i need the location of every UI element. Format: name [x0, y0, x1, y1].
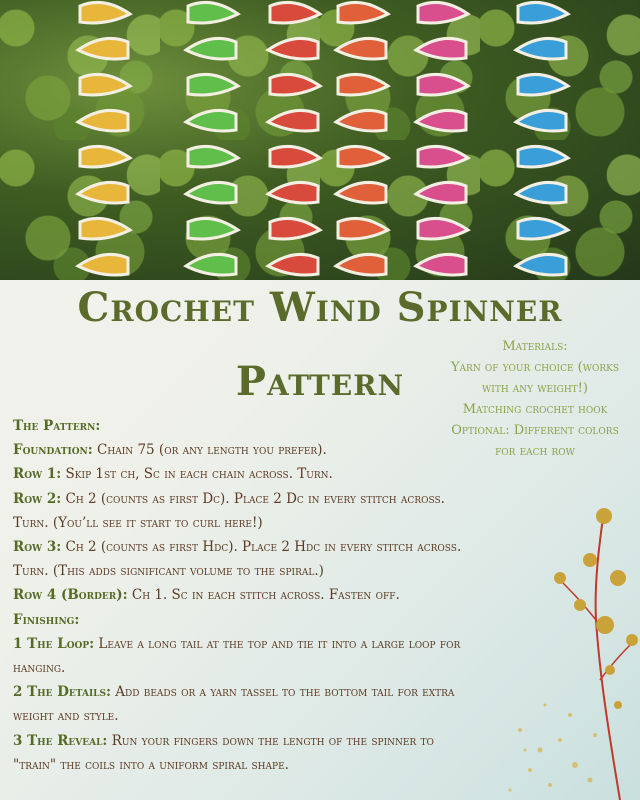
spiral-coil — [336, 110, 386, 131]
spiral-coil — [416, 182, 466, 203]
row3-continuation: Turn. (This adds significant volume to the spiral.) — [13, 563, 324, 580]
spiral-coil — [80, 74, 130, 95]
step3-text: Run your fingers down the length of the spinner to — [107, 732, 434, 749]
pattern-heading: The Pattern: — [13, 418, 101, 434]
spiral-coil — [188, 146, 238, 167]
spiral-coil — [270, 74, 320, 95]
row1-label: Row 1: — [13, 466, 62, 483]
spiral-red — [330, 0, 394, 280]
spiral-coil — [518, 146, 568, 167]
spiral-coil — [518, 2, 568, 23]
spiral-coil — [186, 254, 236, 275]
step2-text: Add beads or a yarn tassel to the bottom tail for extra — [110, 684, 455, 701]
spiral-coil — [516, 182, 566, 203]
spiral-coil — [416, 110, 466, 131]
spiral-coil — [188, 2, 238, 23]
spiral-blue — [510, 0, 574, 280]
step1-continuation: hanging. — [13, 660, 66, 677]
spiral-coil — [336, 182, 386, 203]
spiral-coil — [518, 74, 568, 95]
spiral-coil — [186, 182, 236, 203]
spiral-coil — [516, 38, 566, 59]
step3-continuation: "train" the coils into a uniform spiral shape. — [13, 756, 289, 773]
spiral-pink — [410, 0, 474, 280]
row4-text: Ch 1. Sc in each stitch across. Fasten off. — [127, 587, 400, 604]
page-title-line1: Crochet Wind Spinner — [77, 284, 563, 331]
spiral-coil — [416, 38, 466, 59]
spiral-coil — [268, 38, 318, 59]
spiral-green — [180, 0, 244, 280]
step2-label: 2 The Details: — [13, 684, 111, 701]
spiral-yellow — [72, 0, 136, 280]
spiral-coil — [338, 146, 388, 167]
spiral-coil — [80, 146, 130, 167]
spiral-coil — [80, 218, 130, 239]
spiral-coil — [518, 218, 568, 239]
spiral-coil — [270, 218, 320, 239]
spiral-coil — [338, 2, 388, 23]
finishing-heading: Finishing: — [13, 611, 80, 628]
spiral-coil — [338, 218, 388, 239]
materials-line: Matching crochet hook — [462, 402, 608, 417]
materials-line: with any weight!) — [482, 381, 588, 396]
step1-text: Leave a long tail at the top and tie it into a large loop for — [94, 635, 461, 652]
row3-label: Row 3: — [13, 539, 62, 556]
spiral-coil — [78, 110, 128, 131]
spiral-coil — [338, 74, 388, 95]
row2-text: Ch 2 (counts as first Dc). Place 2 Dc in every stitch across. — [61, 490, 445, 507]
spiral-coil — [516, 110, 566, 131]
spiral-coil — [336, 254, 386, 275]
spiral-coil — [270, 146, 320, 167]
row1-text: Skip 1st ch, Sc in each chain across. Turn. — [61, 466, 333, 483]
materials-line: for each row — [495, 444, 575, 459]
spiral-coil — [268, 110, 318, 131]
spiral-coil — [418, 218, 468, 239]
hero-photo — [0, 0, 640, 280]
step3-label: 3 The Reveal: — [13, 732, 108, 749]
page-title-line2: Pattern — [235, 358, 405, 405]
foundation-text: Chain 75 (or any length you prefer). — [92, 442, 327, 459]
spiral-coil — [78, 38, 128, 59]
row4-label: Row 4 (Border): — [13, 587, 128, 604]
row2-label: Row 2: — [13, 490, 62, 507]
spiral-coil — [418, 146, 468, 167]
spiral-coil — [270, 2, 320, 23]
foundation-label: Foundation: — [13, 442, 93, 459]
materials-line: Optional: Different colors — [451, 423, 619, 438]
spiral-coil — [80, 2, 130, 23]
step2-continuation: weight and style. — [13, 708, 119, 725]
spiral-coil — [268, 254, 318, 275]
spiral-coil — [268, 182, 318, 203]
materials-heading: Materials: — [502, 339, 568, 354]
spiral-coil — [188, 218, 238, 239]
spiral-coil — [336, 38, 386, 59]
gold-berry-decoration — [500, 500, 640, 800]
pattern-instructions — [13, 414, 533, 777]
spiral-coil — [186, 110, 236, 131]
spiral-coil — [416, 254, 466, 275]
spiral-coil — [78, 182, 128, 203]
row3-text: Ch 2 (counts as first Hdc). Place 2 Hdc in every stitch across. — [61, 539, 462, 556]
materials-line: Yarn of your choice (works — [450, 360, 620, 375]
spiral-coil — [516, 254, 566, 275]
spiral-coil — [78, 254, 128, 275]
step1-label: 1 The Loop: — [13, 635, 95, 652]
spiral-coil — [186, 38, 236, 59]
spiral-red-green — [262, 0, 326, 280]
spiral-coil — [188, 74, 238, 95]
spiral-coil — [418, 74, 468, 95]
row2-continuation: Turn. (You’ll see it start to curl here!) — [13, 514, 263, 531]
spiral-coil — [418, 2, 468, 23]
